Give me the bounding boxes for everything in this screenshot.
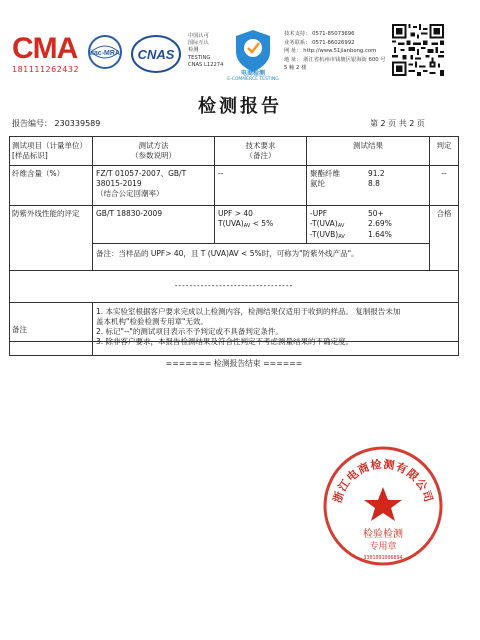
remarks-list xyxy=(96,307,456,347)
row2-judgement: 合格 xyxy=(436,209,452,218)
report-end-marker: ======= 检测报告结束 ====== xyxy=(165,359,303,368)
ilac-text: ilac-MRA xyxy=(90,50,120,57)
row2-results xyxy=(310,209,428,241)
header-requirement-sub: （备注） xyxy=(245,151,276,160)
header-item xyxy=(12,141,92,161)
requirement-line: T(UVA) xyxy=(218,219,244,228)
contact-line: 网 址： http://www.51jianbong.com xyxy=(284,48,377,55)
row1-requirement: -- xyxy=(218,169,224,178)
row1-method-line: FZ/T 01057-2007、GB/T xyxy=(96,169,187,178)
row1-method xyxy=(96,169,214,199)
row1-method-line: （结合公定回潮率） xyxy=(96,189,164,198)
result-value: 1.64% xyxy=(368,230,392,239)
svg-text:3301091006894: 3301091006894 xyxy=(363,555,403,561)
result-sub: AV xyxy=(337,223,345,229)
header-judgement xyxy=(430,141,458,151)
row1-method-line: 38015-2019 xyxy=(96,179,142,188)
result-label: -UPF xyxy=(310,209,328,218)
result-value: 50+ xyxy=(368,209,384,218)
contact-line: 5 幢 2 楼 xyxy=(284,65,307,72)
requirement-sub: AV xyxy=(243,223,251,229)
requirement-line: UPF > 40 xyxy=(218,209,253,218)
row2-method: GB/T 18830-2009 xyxy=(96,209,163,218)
cert-line: 检测 xyxy=(188,47,199,54)
remark-line: 盖本机构"检验检测专用章"无效。 xyxy=(96,317,208,326)
result-label: 聚酯纤维 xyxy=(310,169,340,178)
header-method-sub: （参数说明） xyxy=(131,151,176,160)
header-result xyxy=(307,141,429,151)
shield-caption xyxy=(222,68,284,82)
svg-text:浙江电商检测有限公司: 浙江电商检测有限公司 xyxy=(330,457,436,505)
row2-requirement xyxy=(218,209,306,230)
requirement-line: < 5% xyxy=(250,219,274,228)
result-label: 氨纶 xyxy=(310,179,325,188)
header-method xyxy=(93,141,214,161)
cert-line: TESTING xyxy=(188,54,211,61)
cert-line: 中国认可 xyxy=(188,33,209,39)
result-sub: AV xyxy=(338,234,345,240)
ilac-mra-logo xyxy=(84,34,126,70)
cert-line: 国际互认 xyxy=(188,40,209,47)
cma-number: 181111262432 xyxy=(12,65,80,74)
qr-code-icon[interactable] xyxy=(392,24,444,76)
shield-caption-en: E-COMMERCE TESTING xyxy=(227,77,279,82)
result-value: 2.69% xyxy=(368,219,392,228)
header-requirement-label: 技术要求 xyxy=(245,141,276,150)
note-divider xyxy=(92,243,429,244)
upf-note: 备注：当样品的 UPF> 40，且 T (UVA)AV < 5%时，可称为"防紫外线产品"。 xyxy=(96,249,359,258)
header-requirement xyxy=(215,141,306,161)
shield-caption-cn: 电商检测 xyxy=(240,70,265,77)
result-label: -T(UVB) xyxy=(310,230,339,239)
page-indicator: 第 2 页 共 2 页 xyxy=(370,119,425,128)
cnas-logo xyxy=(130,32,182,76)
result-value: 91.2 xyxy=(368,169,385,178)
cma-logo xyxy=(12,34,78,74)
result-value: 8.8 xyxy=(368,179,380,188)
col-divider xyxy=(92,302,93,355)
svg-text:专用章: 专用章 xyxy=(369,542,397,552)
header-result-label: 测试结果 xyxy=(353,141,383,150)
row-divider xyxy=(10,270,458,271)
report-number: 报告编号： 230339589 xyxy=(12,119,101,128)
row-divider xyxy=(10,205,458,206)
svg-text:检验检测: 检验检测 xyxy=(363,529,403,540)
cnas-text: CNAS xyxy=(137,47,175,62)
contact-line: 业务联系： 0571-86026992 xyxy=(284,39,355,46)
header-judgement-label: 判定 xyxy=(436,141,452,150)
remarks-label: 备注 xyxy=(12,325,27,334)
contact-line: 地 址： 浙江省杭州市钱塘区银海街 600 号 xyxy=(284,56,386,63)
row1-judgement: -- xyxy=(441,169,447,178)
row1-results xyxy=(310,169,428,189)
report-title: 检测报告 xyxy=(198,96,282,117)
row-divider xyxy=(10,165,458,166)
row-divider xyxy=(10,302,458,303)
row1-item: 纤维含量（%） xyxy=(12,169,65,178)
empty-row-dashes: -------------------------------- xyxy=(174,281,294,290)
header-item-sub: [样品标识] xyxy=(12,151,48,160)
col-divider xyxy=(306,137,307,243)
remark-line: 1. 本实验室根据客户要求完成以上检测内容，检测结果仅适用于收到的样品。 复制报告未加 xyxy=(96,307,401,316)
cert-line: CNAS L12274 xyxy=(188,61,224,68)
contact-info xyxy=(284,30,388,73)
col-divider xyxy=(429,137,430,270)
results-table xyxy=(9,136,459,356)
result-label: -T(UVA) xyxy=(310,219,338,228)
header-method-label: 测试方法 xyxy=(138,141,169,150)
cma-mark: CMA xyxy=(12,32,78,65)
company-seal-stamp xyxy=(322,445,444,567)
header-item-label: 测试项目（计量单位） xyxy=(12,141,87,150)
remark-line: 2. 标记"--"的测试项目表示不予判定或不具备判定条件。 xyxy=(96,327,283,336)
contact-line: 技术支持： 0571-85073696 xyxy=(284,31,355,37)
cnas-cert-text xyxy=(188,33,223,69)
row2-item: 防紫外线性能的评定 xyxy=(12,209,80,218)
remark-line: 3. 除非客户要求，本报告检测结果及符合性判定不考虑测量结果的不确定度。 xyxy=(96,337,354,346)
